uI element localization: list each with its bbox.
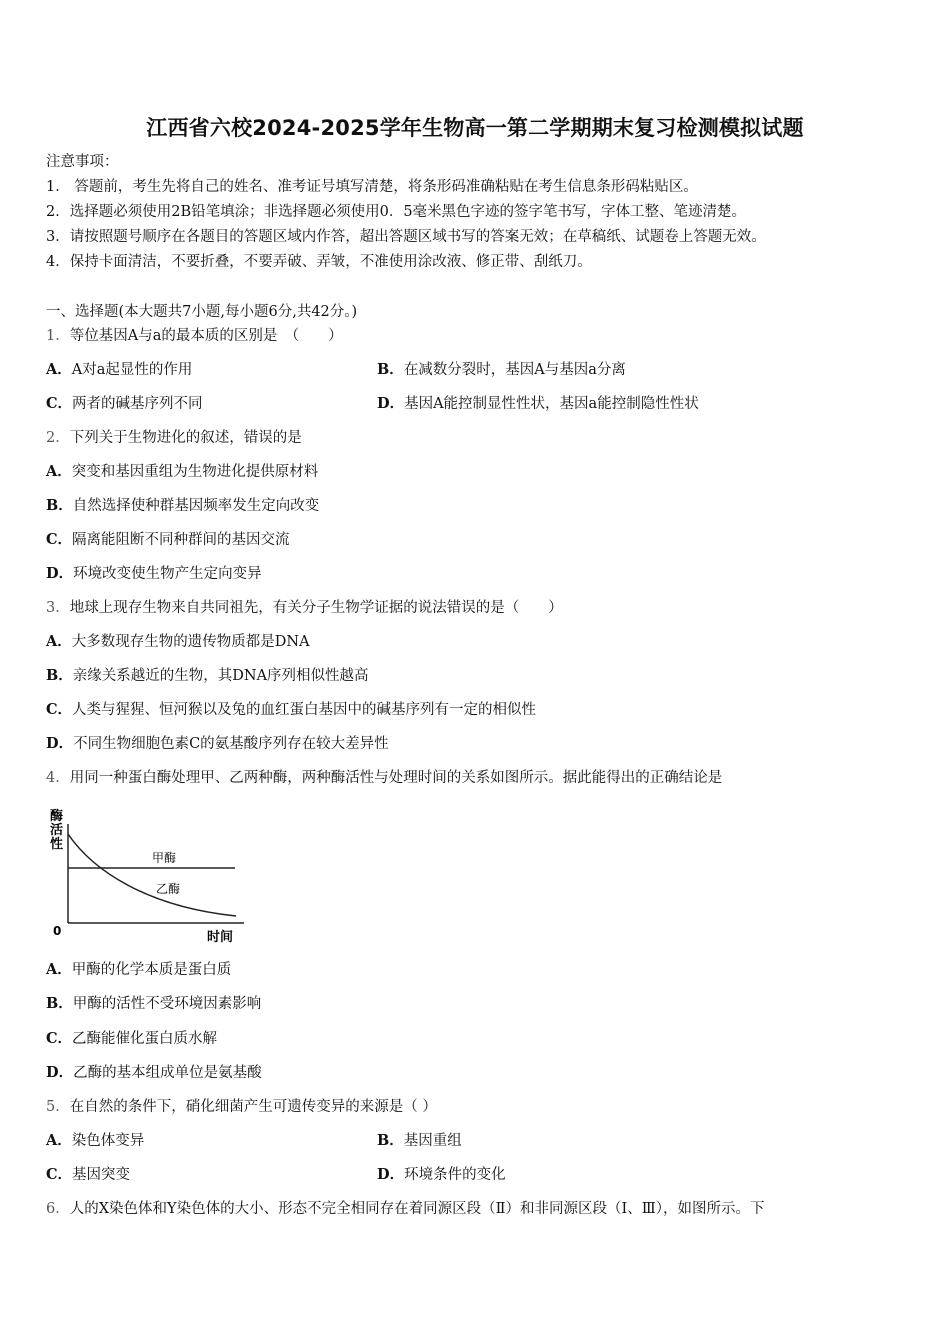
question-text: 下列关于生物进化的叙述，错误的是 [69, 430, 302, 446]
option-label: B． [46, 497, 73, 514]
option-label: C． [46, 701, 73, 718]
question-stem [46, 769, 722, 787]
option-text: 甲酶的活性不受环境因素影响 [72, 996, 262, 1012]
question-stem [46, 1098, 437, 1116]
option-label: B． [46, 995, 73, 1012]
question-number: 3． [46, 600, 70, 616]
notice-heading: 注意事项： [46, 154, 119, 170]
option-text: 甲酶的化学本质是蛋白质 [71, 962, 232, 978]
option-text: 乙酶的基本组成单位是氨基酸 [73, 1065, 262, 1081]
option-label: A． [46, 961, 72, 978]
notice-item: 2．选择题必须使用2B铅笔填涂；非选择题必须使用0．5毫米黑色字迹的签字笔书写，字体工整、笔迹清楚。 [46, 204, 747, 220]
option-item [46, 701, 536, 719]
option-item [46, 633, 310, 651]
series-label-yimei: 乙酶 [156, 882, 181, 896]
option-label: B． [46, 667, 73, 684]
option-label: C． [46, 395, 73, 412]
enzyme-activity-figure [44, 802, 254, 947]
option-text: 基因突变 [72, 1167, 131, 1183]
question-number: 2． [46, 430, 70, 446]
option-text: 隔离能阻断不同种群间的基因交流 [72, 532, 290, 548]
option-item [46, 463, 318, 481]
option-item [46, 565, 262, 583]
option-label: C． [46, 531, 73, 548]
option-item [46, 667, 369, 685]
option-label: D． [377, 395, 405, 412]
question-number: 5． [46, 1099, 70, 1115]
option-text: 不同生物细胞色素C的氨基酸序列存在较大差异性 [73, 736, 389, 752]
question-text: 在自然的条件下，硝化细菌产生可遗传变异的来源是（ ） [69, 1099, 437, 1115]
option-item [46, 531, 290, 549]
option-text: 环境改变使生物产生定向变异 [73, 566, 262, 582]
question-stem [46, 599, 563, 617]
option-text: 突变和基因重组为生物进化提供原材料 [71, 464, 319, 480]
question-text: 人的X染色体和Y染色体的大小、形态不完全相同存在着同源区段（Ⅱ）和非同源区段（Ⅰ、Ⅲ），如图所示。下 [69, 1201, 765, 1217]
option-label: D． [377, 1166, 405, 1183]
notice-item: 4．保持卡面清洁，不要折叠，不要弄破、弄皱，不准使用涂改液、修正带、刮纸刀。 [46, 254, 592, 270]
notice-item: 3．请按照题号顺序在各题目的答题区域内作答，超出答题区域书写的答案无效；在草稿纸、试题卷上答题无效。 [46, 229, 766, 245]
option-text: 染色体变异 [71, 1133, 145, 1149]
option-item [46, 735, 389, 753]
option-label: C． [46, 1030, 73, 1047]
option-item [46, 395, 203, 413]
option-item [46, 1064, 262, 1082]
question-text: 地球上现存生物来自共同祖先，有关分子生物学证据的说法错误的是（ ） [69, 600, 563, 616]
option-label: B． [377, 361, 404, 378]
option-label: D． [46, 735, 74, 752]
x-axis-label: 时间 [207, 930, 234, 945]
option-label: A． [46, 633, 72, 650]
option-item [46, 961, 231, 979]
origin-label: 0 [53, 924, 62, 938]
question-text: 用同一种蛋白酶处理甲、乙两种酶，两种酶活性与处理时间的关系如图所示。据此能得出的正确结论是 [69, 770, 723, 786]
option-item [377, 395, 699, 413]
option-item [46, 1132, 144, 1150]
option-text: 大多数现存生物的遗传物质都是DNA [71, 634, 310, 650]
option-item [377, 1166, 506, 1184]
series-curve-yimei [68, 834, 236, 916]
option-text: 环境条件的变化 [404, 1167, 506, 1183]
option-item [377, 361, 626, 379]
option-text: 乙酶能催化蛋白质水解 [72, 1031, 218, 1047]
option-label: C． [46, 1166, 73, 1183]
option-text: 两者的碱基序列不同 [72, 396, 203, 412]
option-label: A． [46, 463, 72, 480]
option-text: 基因A能控制显性性状，基因a能控制隐性性状 [404, 396, 699, 412]
question-stem [46, 327, 343, 345]
question-number: 1． [46, 328, 70, 344]
option-label: A． [46, 1132, 72, 1149]
option-item [46, 497, 319, 515]
page-title: 江西省六校2024-2025学年生物高一第二学期期末复习检测模拟试题 [146, 116, 804, 140]
section-heading: 一、选择题(本大题共7小题,每小题6分,共42分。) [46, 304, 358, 320]
option-item [46, 1030, 217, 1048]
option-label: D． [46, 1064, 74, 1081]
option-text: 亲缘关系越近的生物，其DNA序列相似性越高 [72, 668, 369, 684]
option-text: 基因重组 [403, 1133, 462, 1149]
option-label: D． [46, 565, 74, 582]
notice-item: 1． 答题前，考生先将自己的姓名、准考证号填写清楚，将条形码准确粘贴在考生信息条形码粘贴区。 [46, 179, 698, 195]
option-text: 自然选择使种群基因频率发生定向改变 [72, 498, 320, 514]
y-axis-label-char: 酶 [50, 809, 64, 824]
question-stem [46, 1200, 764, 1218]
option-text: 在减数分裂时，基因A与基因a分离 [403, 362, 626, 378]
option-item [46, 995, 261, 1013]
option-item [46, 1166, 130, 1184]
series-label-jiamei: 甲酶 [152, 851, 177, 865]
question-number: 4． [46, 770, 70, 786]
y-axis-label-char: 活 [50, 823, 64, 838]
option-label: B． [377, 1132, 404, 1149]
option-item [377, 1132, 462, 1150]
option-text: 人类与猩猩、恒河猴以及兔的血红蛋白基因中的碱基序列有一定的相似性 [72, 702, 537, 718]
question-number: 6． [46, 1201, 70, 1217]
option-text: A对a起显性的作用 [71, 362, 193, 378]
y-axis-label-char: 性 [50, 837, 64, 852]
option-item [46, 361, 192, 379]
question-stem [46, 429, 302, 447]
option-label: A． [46, 361, 72, 378]
question-text: 等位基因A与a的最本质的区别是 （ ） [69, 328, 343, 344]
